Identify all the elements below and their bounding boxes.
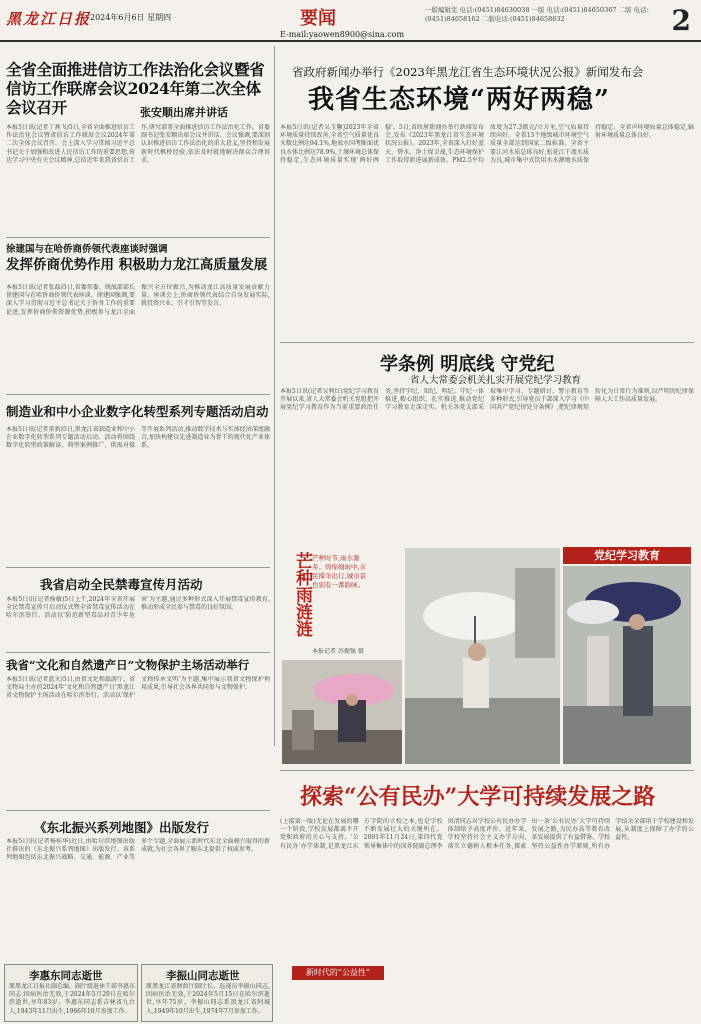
article2-headline: 发挥侨商优势作用 积极助力龙江高质量发展 xyxy=(6,257,268,273)
obituary-title: 李振山同志逝世 xyxy=(166,970,240,982)
divider xyxy=(6,567,270,568)
rain-photo-left xyxy=(282,660,402,764)
divider xyxy=(6,237,270,238)
bottom-title: 探索“公有民办”大学可持续发展之路 xyxy=(300,784,656,810)
feature-banner: 党纪学习教育 xyxy=(563,547,691,564)
section-email: E-mail:yaowen8900@sina.com xyxy=(280,30,405,39)
article6-body: 本报5日讯(记者杨桂华)近日,由哈尔滨地图出版社推出的《东北振兴系列地图》出版发行。该系列地图包括东北振兴战略、交通、能源、产业等多个专题,全面展示新时代东北全面振兴取得的新成就,为社会各界了解东北提供了权威参考。 xyxy=(6,838,270,862)
masthead xyxy=(0,0,701,42)
photo-credit: 本报记者 苏振强 摄 xyxy=(312,648,364,655)
feature-body: 本报5日讯(记者吴利红)党纪学习教育开展以来,省人大常委会机关党组把开展党纪学习教育作为当前重要政治任务,坚持学纪、知纪、明纪、守纪一体推进,精心组织、扎实推进,推动党纪学习教育走深走实。机关各党支部采取集中学习、专题研讨、警示教育等多种形式,引导党员干部深入学习《中国共产党纪律处分条例》,把纪律规矩转化为日常行为准则,以严明的纪律保障人大工作高质量发展。 xyxy=(280,388,694,412)
divider xyxy=(6,810,270,811)
article4-title: 我省启动全民禁毒宣传月活动 xyxy=(40,577,203,592)
photo-heading: 芒种雨涟涟 xyxy=(292,552,312,637)
article5-title: 我省“文化和自然遗产日”文物保护主场活动举行 xyxy=(6,658,250,672)
article4-body: 本报5日讯(记者杨敏)5日上午,2024年全省开展全民禁毒宣传月启动仪式暨全省禁毒宣传活动在哈尔滨举行。活动以'防范新型毒品对青少年危害'为主题,通过多种形式深入开展禁毒宣传教育,推动形成全民参与禁毒的良好氛围。 xyxy=(6,596,270,620)
lead-body: 本报5日讯(记者吴玉馨)2023年全省环境质量持续改善,全省空气质量优良天数比例达94.1%,地表水国考断面优良水体比例达78.9%,土壤环境总体保持稳定,生态环境质量实现'两好两稳'。5日,省政府新闻办举行新闻发布会,发布《2023年黑龙江省生态环境状况公报》。2023年,全省深入打好蓝天、碧水、净土保卫战,生态环境保护工作取得新进展新成效。PM2.5平均浓度为27.3微克/立方米,空气质量持续向好。全省13个地级城市环境空气质量全部达到国家二级标准。全省主要江河水质总体良好,松花江干流水质为良,城市集中式饮用水水源地水质保持稳定。全省声环境质量总体稳定,辐射环境质量总体良好。 xyxy=(280,124,694,164)
article5-body: 本报5日讯(记者蓝天)5日,由省文化和旅游厅、省文物局主办的2024年'文化和自然遗产日'黑龙江省文物保护主场活动在哈尔滨举行。活动以'保护文物传承文明'为主题,集中展示我省文物保护利用成果,引导社会各界共同参与文物保护。 xyxy=(6,676,270,700)
lead-title: 我省生态环境“两好两稳” xyxy=(308,85,610,115)
article3-body: 本报5日讯(记者董新)5日,黑龙江省制造业和中小企业数字化转型系列专题活动启动。活动将围绕数字化转型政策解读、典型案例推广、供需对接等开展系列活动,推动数字技术与实体经济深度融合,加快构建以先进制造业为骨干的现代化产业体系。 xyxy=(6,426,270,450)
divider xyxy=(6,394,270,395)
editor-contacts: 一版编辑室 电话:(0451)84630038 一版 电话:(0451)84650367 二版 电话:(0451)84658162 二版电话:(0451)84658632 xyxy=(425,6,649,23)
article2-title: 徐建国与在哈侨商侨领代表座谈时强调 xyxy=(6,244,168,255)
article1-title: 全省全面推进信访工作法治化会议暨省信访工作联席会议2024年第二次全体会议召开 xyxy=(6,60,265,117)
bottom-sidebar-heading: 新时代的“公益性” xyxy=(292,966,384,980)
rain-photo-right xyxy=(563,566,691,764)
bottom-body: (上接第一版)无论在发展的哪一个阶段,学校发展都离不开党和政府的关心与支持。'公有民办'办学体制,是黑龙江东方学院的立校之本,也是学校不断发展壮大的关键所在。2001年11月24日,第四代党领导集体中的国务院副总理李岚清同志对学校公有民办办学体制给予高度评价。近年来,学校坚持社会主义办学方向,落实立德树人根本任务,探索出一条'公有民办'大学可持续发展之路,为民办高等教育改革发展提供了有益借鉴。学校坚持公益性办学原则,所有办学结余全部用于学校建设和发展,从制度上保障了办学的公益性。 xyxy=(280,818,694,850)
column-divider xyxy=(274,46,275,746)
article1-subtitle: 张安顺出席并讲话 xyxy=(140,106,228,119)
obituary-body: 原黑龙江日报社副总编、副厅级退休干部李惠东同志,因病医治无效,于2024年5月29日在哈尔滨逝世,享年83岁。李惠东同志系吉林省九台人,1943年11月出生,1966年10月参加工作。 xyxy=(9,983,135,1015)
article2-body: 本报5日讯(记者张磊)5日,省委常委、统战部部长徐建国与在哈侨商侨领代表座谈。徐建国强调,要深入学习贯彻习近平总书记关于侨务工作的重要论述,发挥侨商侨领资源优势,积极参与龙江全面振兴全方位振兴,为推动龙江高质量发展贡献力量。座谈会上,侨商侨领代表结合自身发展实际,就投资兴业、引才引智等发言。 xyxy=(6,284,270,316)
obituary-box xyxy=(4,964,138,1022)
newspaper-logo: 黑龙江日报 xyxy=(6,10,92,28)
divider xyxy=(280,770,694,771)
feature-subtitle: 省人大常委会机关扎实开展党纪学习教育 xyxy=(410,375,582,386)
article3-title: 制造业和中小企业数字化转型系列专题活动启动 xyxy=(6,404,269,419)
page-number: 2 xyxy=(671,4,691,37)
divider xyxy=(280,342,694,343)
article6-title: 《东北振兴系列地图》出版发行 xyxy=(34,820,210,835)
photo-caption: 芒种时节,雨水渐多。绵绵细雨中,市民撑伞出行,城市景色别有一番韵味。 xyxy=(312,554,367,589)
obituary-body: 原黑龙江省财政厅副厅长、巡视员李振山同志,因病医治无效,于2024年5月15日在哈尔滨逝世,享年75岁。李振山同志系黑龙江省阿城人,1949年10月出生,1974年7月参加工作。 xyxy=(146,983,270,1015)
article1-body: 本报5日讯(记者丁燕飞)5日,全省全面推进信访工作法治化会议暨省信访工作联席会议2024年第二次全体会议召开。会上深入学习贯彻习近平总书记关于加强和改进人民信访工作的重要思想,传达学习中央有关会议精神,总结近年来我省信访工作,研究部署全面推进信访工作法治化工作。省委副书记张安顺出席会议并讲话。会议强调,要深刻认识推进信访工作法治化的重大意义,坚持和发展新时代枫桥经验,依法及时就地解决群众合理诉求。 xyxy=(6,124,270,164)
lead-kicker: 省政府新闻办举行《2023年黑龙江省生态环境状况公报》新闻发布会 xyxy=(292,65,644,79)
section-title: 要闻 xyxy=(300,8,336,29)
divider xyxy=(6,652,270,653)
feature-title: 学条例 明底线 守党纪 xyxy=(380,354,555,375)
rain-photo-center xyxy=(405,548,560,764)
issue-date: 2024年6月6日 星期四 xyxy=(90,13,172,22)
obituary-box xyxy=(141,964,273,1022)
obituary-title: 李惠东同志逝世 xyxy=(29,970,103,982)
